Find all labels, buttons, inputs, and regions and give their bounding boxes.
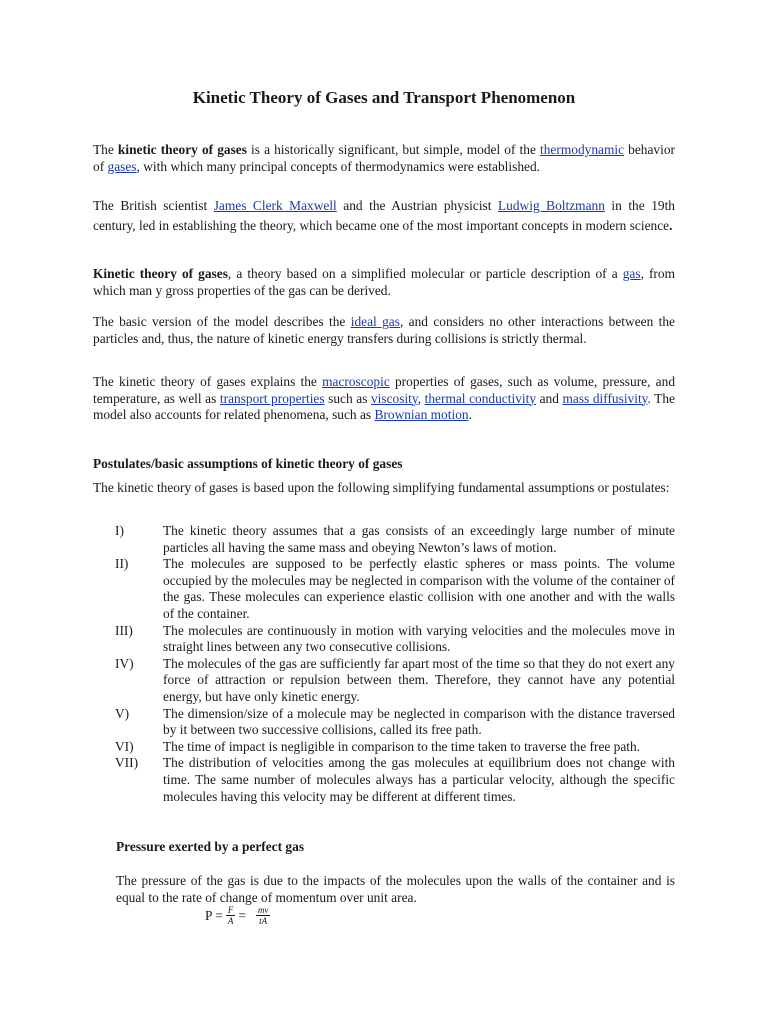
link-mass-diffusivity[interactable]: mass diffusivity [562, 390, 648, 406]
postulate-text: The time of impact is negligible in comparison to the time taken to traverse the free path. [163, 738, 641, 754]
link-brownian-motion[interactable]: Brownian motion [374, 407, 469, 422]
page-title: Kinetic Theory of Gases and Transport Phenomenon [192, 88, 576, 107]
bold-term: kinetic theory of gases [117, 142, 247, 157]
postulate-number: VI) [115, 738, 134, 754]
postulate-number: VII) [115, 755, 139, 771]
pressure-paragraph: The pressure of the gas is due to the impacts of the molecules upon the walls of the container and is equal to the rate of change of momentum over unit area. [116, 873, 675, 905]
link-viscosity[interactable]: viscosity [370, 390, 418, 406]
postulate-number: IV) [115, 655, 134, 671]
fraction-denominator: tA [259, 916, 268, 926]
postulate-number: V) [115, 705, 130, 721]
definition-paragraph: Kinetic theory of gases, a theory based on a simplified molecular or particle description of a gas, from which man y gross properties of the gas can be derived. [93, 266, 675, 298]
postulates-list [115, 523, 675, 805]
intro-paragraph: The kinetic theory of gases is a historically significant, but simple, model of the thermodynamic behavior of gases, with which many principal concepts of thermodynamics were established. [93, 142, 675, 174]
formula-equals: = [238, 907, 246, 923]
postulate-text: The dimension/size of a molecule may be neglected in comparison with the distance traversed by it between two successive collisions, called its free path. [163, 705, 675, 738]
bold-term: Kinetic theory of gases [93, 266, 228, 281]
postulates-heading: Postulates/basic assumptions of kinetic theory of gases [93, 456, 403, 471]
postulate-item [115, 656, 675, 706]
postulate-text: The kinetic theory assumes that a gas consists of an exceedingly large number of minute particles all having the same mass and obeying Newton’s laws of motion. [163, 523, 675, 555]
formula-lhs: P = [205, 907, 223, 923]
postulate-item [115, 706, 675, 739]
properties-paragraph: The kinetic theory of gases explains the macroscopic properties of gases, such as volume, pressure, and temperature, as well as transport properties such as viscosity, thermal conductivity and mass diffusivity. The model also accounts for related phenomena, such as Brownian motion. [93, 374, 676, 422]
postulate-item [115, 523, 675, 556]
link-transport-properties[interactable]: transport properties [219, 390, 325, 406]
pressure-heading: Pressure exerted by a perfect gas [116, 839, 305, 854]
postulate-number: III) [115, 622, 133, 638]
fraction-denominator: A [227, 916, 234, 926]
postulate-number: II) [115, 556, 129, 572]
link-thermodynamic[interactable]: thermodynamic [540, 142, 625, 157]
postulate-text: The molecules are continuously in motion with varying velocities and the molecules move in straight lines between any two consecutive collisions. [163, 622, 675, 655]
link-macroscopic[interactable]: macroscopic [322, 374, 390, 389]
link-ludwig-boltzmann[interactable]: Ludwig Boltzmann [497, 198, 605, 213]
postulate-text: The molecules are supposed to be perfectly elastic spheres or mass points. The volume occupied by the molecules may be neglected in comparison with the volume of the container of the gas. These molecules can experience elastic collision with one another and with the walls of the container. [163, 556, 675, 621]
postulate-item [115, 739, 675, 756]
ideal-gas-paragraph: The basic version of the model describes the ideal gas, and considers no other interactions between the particles and, thus, the nature of kinetic energy transfers during collisions is strictly thermal. [93, 314, 675, 346]
link-james-clerk-maxwell[interactable]: James Clerk Maxwell [213, 198, 337, 213]
link-thermal-conductivity[interactable]: thermal conductivity [424, 390, 537, 406]
postulate-item [115, 755, 675, 805]
postulate-item [115, 623, 675, 656]
postulate-text: The molecules of the gas are sufficiently far apart most of the time so that they do not exert any force of attraction or repulsion between them. Therefore, they cannot have any potential energy, but have only kinetic energy. [163, 655, 675, 704]
postulate-text: The distribution of velocities among the gas molecules at equilibrium does not change with time. The same number of molecules always has a particular velocity, although the specific molecules having this velocity may be different at different times. [163, 755, 675, 804]
fraction-numerator: mv [257, 905, 269, 915]
fraction-mv-over-ta [256, 905, 271, 926]
fraction-numerator: F [227, 905, 234, 915]
pressure-formula [205, 905, 273, 926]
history-paragraph: The British scientist James Clerk Maxwell and the Austrian physicist Ludwig Boltzmann in the 19th century, led in establishing the theory, which became one of the most important concepts in modern science. [93, 198, 675, 233]
fraction-f-over-a [226, 905, 236, 926]
link-gas[interactable]: gas [622, 266, 641, 281]
postulates-intro: The kinetic theory of gases is based upon the following simplifying fundamental assumptions or postulates: [93, 480, 670, 495]
link-ideal-gas[interactable]: ideal gas [350, 314, 400, 329]
postulate-number: I) [115, 523, 124, 538]
postulate-item [115, 556, 675, 622]
link-gases[interactable]: gases [107, 158, 137, 174]
